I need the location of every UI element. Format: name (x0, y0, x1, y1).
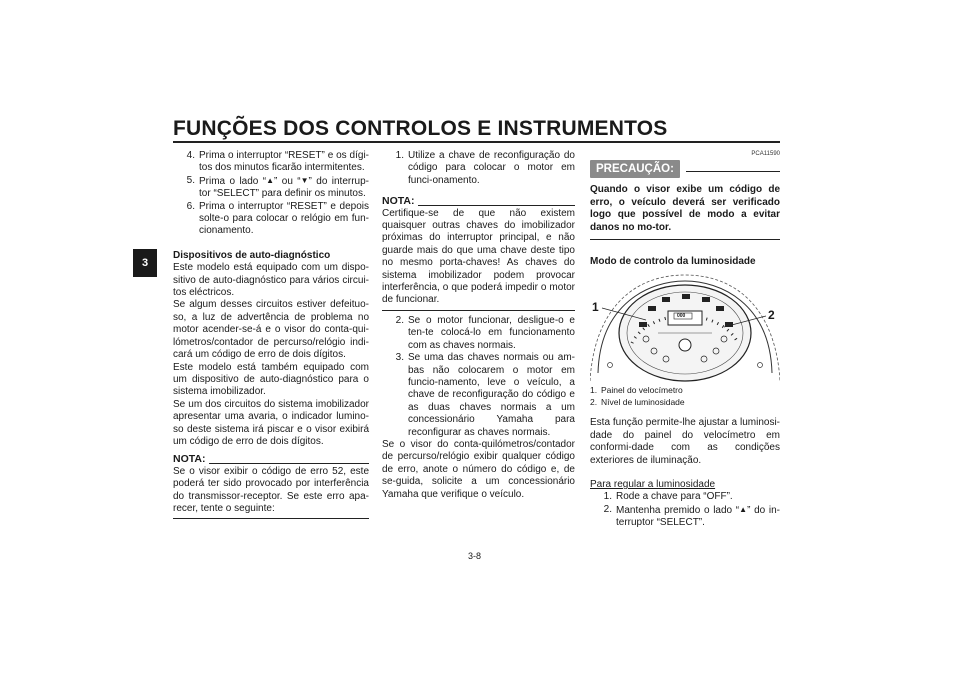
figure-caption: 2. Nível de luminosidade (590, 396, 685, 407)
note-end-rule (382, 310, 575, 311)
triangle-down-icon: ▼ (300, 175, 309, 185)
list-item: 1. Utilize a chave de reconfiguração do código para colocar o motor em funci-onamento. (395, 150, 575, 186)
note-end-rule (173, 518, 369, 519)
note-text: Certifique-se de que não existem quaisquer outras chaves do imobilizador próximas do interruptor principal, e não guarde mais do que uma chave deste tipo no mesmo porta-chaves! As chaves do sistema imobilizador podem provocar interferência, o que poderá impedir o motor de funcionar. (382, 207, 575, 306)
triangle-up-icon: ▲ (739, 504, 748, 514)
paragraph: Se o visor do conta-quilómetros/contador de percurso/relógio exibir qualquer código de erro, anote o número do código e, de se-guida, solicite a um concessionário Yamaha que verifique o veículo. (382, 438, 575, 500)
reference-code: PCA11590 (751, 151, 780, 157)
section-heading: Modo de controlo da luminosidade (590, 256, 756, 268)
list-item: 5. Prima o lado “▲” ou “▼” do interrup-tor “SELECT” para definir os minutos. (186, 174, 370, 200)
note-header: NOTA: (173, 453, 369, 465)
odometer-readout: 000 (677, 313, 686, 320)
list-item: 2. Mantenha premido o lado “▲” do in-terruptor “SELECT”. (603, 503, 780, 529)
column-2 (382, 150, 575, 501)
list-item: 4. Prima o interruptor “RESET” e os dígi-tos dos minutos ficarão intermitentes. (186, 150, 369, 174)
list-item: 3. Se uma das chaves normais ou am-bas não colocarem o motor em funcio-namento, leve o veículo, a chave de reconfiguração do código e as duas chaves normais a um concessionário Yamaha para reconfigurar as chaves normais. (395, 352, 575, 438)
callout-2: 2 (768, 308, 775, 323)
paragraph: Se algum desses circuitos estiver defeituo-so, a luz de advertência de problema no motor acender-se-á e o visor do conta-qui-lómetros/contador de percurso/relógio indi-cará um código de erro de dois dígitos. (173, 299, 369, 361)
caution-header (590, 160, 780, 178)
paragraph: Este modelo está também equipado com um dispositivo de auto-diagnóstico para o sistema imobilizador. (173, 361, 369, 398)
caution-label: PRECAUÇÃO: (590, 160, 680, 178)
callout-1: 1 (592, 300, 599, 315)
column-1 (173, 150, 369, 523)
note-text: Se o visor exibir o código de erro 52, este poderá ter sido provocado por interferência do transmissor-receptor. Se este erro apa-recer, tente o seguinte: (173, 465, 369, 514)
list-item: 2. Se o motor funcionar, desligue-o e ten-te colocá-lo em funcionamento com as chaves normais. (395, 314, 575, 351)
chapter-tab: 3 (133, 249, 157, 277)
column-3 (590, 150, 780, 530)
subheading: Para regular a luminosidade (590, 479, 716, 491)
figure-caption: 1. Painel do velocímetro (590, 385, 683, 396)
list-item: 1. Rode a chave para “OFF”. (603, 491, 733, 503)
page-title: FUNÇÕES DOS CONTROLOS E INSTRUMENTOS (173, 117, 668, 140)
paragraph: Esta função permite-lhe ajustar a luminosi-dade do painel do velocímetro em conformi-dade com as condições exteriores de iluminação. (590, 417, 780, 466)
page-number: 3-8 (468, 551, 482, 561)
triangle-up-icon: ▲ (266, 175, 275, 185)
caution-text: Quando o visor exibe um código de erro, o veículo deverá ser verificado logo que possível de modo a evitar danos no mo-tor. (590, 184, 780, 233)
paragraph: Se um dos circuitos do sistema imobilizador apresentar uma avaria, o indicador lumino-so deste sistema irá piscar e o visor exibirá um código de erro de dois dígitos. (173, 398, 369, 447)
title-rule (173, 141, 780, 143)
caution-end-rule (590, 239, 780, 240)
section-heading: Dispositivos de auto-diagnóstico (173, 249, 331, 261)
speedometer-illustration (590, 273, 780, 383)
paragraph: Este modelo está equipado com um dispo-sitivo de auto-diagnóstico para vários circui-tos eléctricos. (173, 262, 369, 299)
list-item: 6. Prima o interruptor “RESET” e depois solte-o para colocar o relógio em fun-cionamento. (186, 200, 369, 237)
speedometer-figure (590, 273, 780, 383)
note-header: NOTA: (382, 195, 575, 207)
